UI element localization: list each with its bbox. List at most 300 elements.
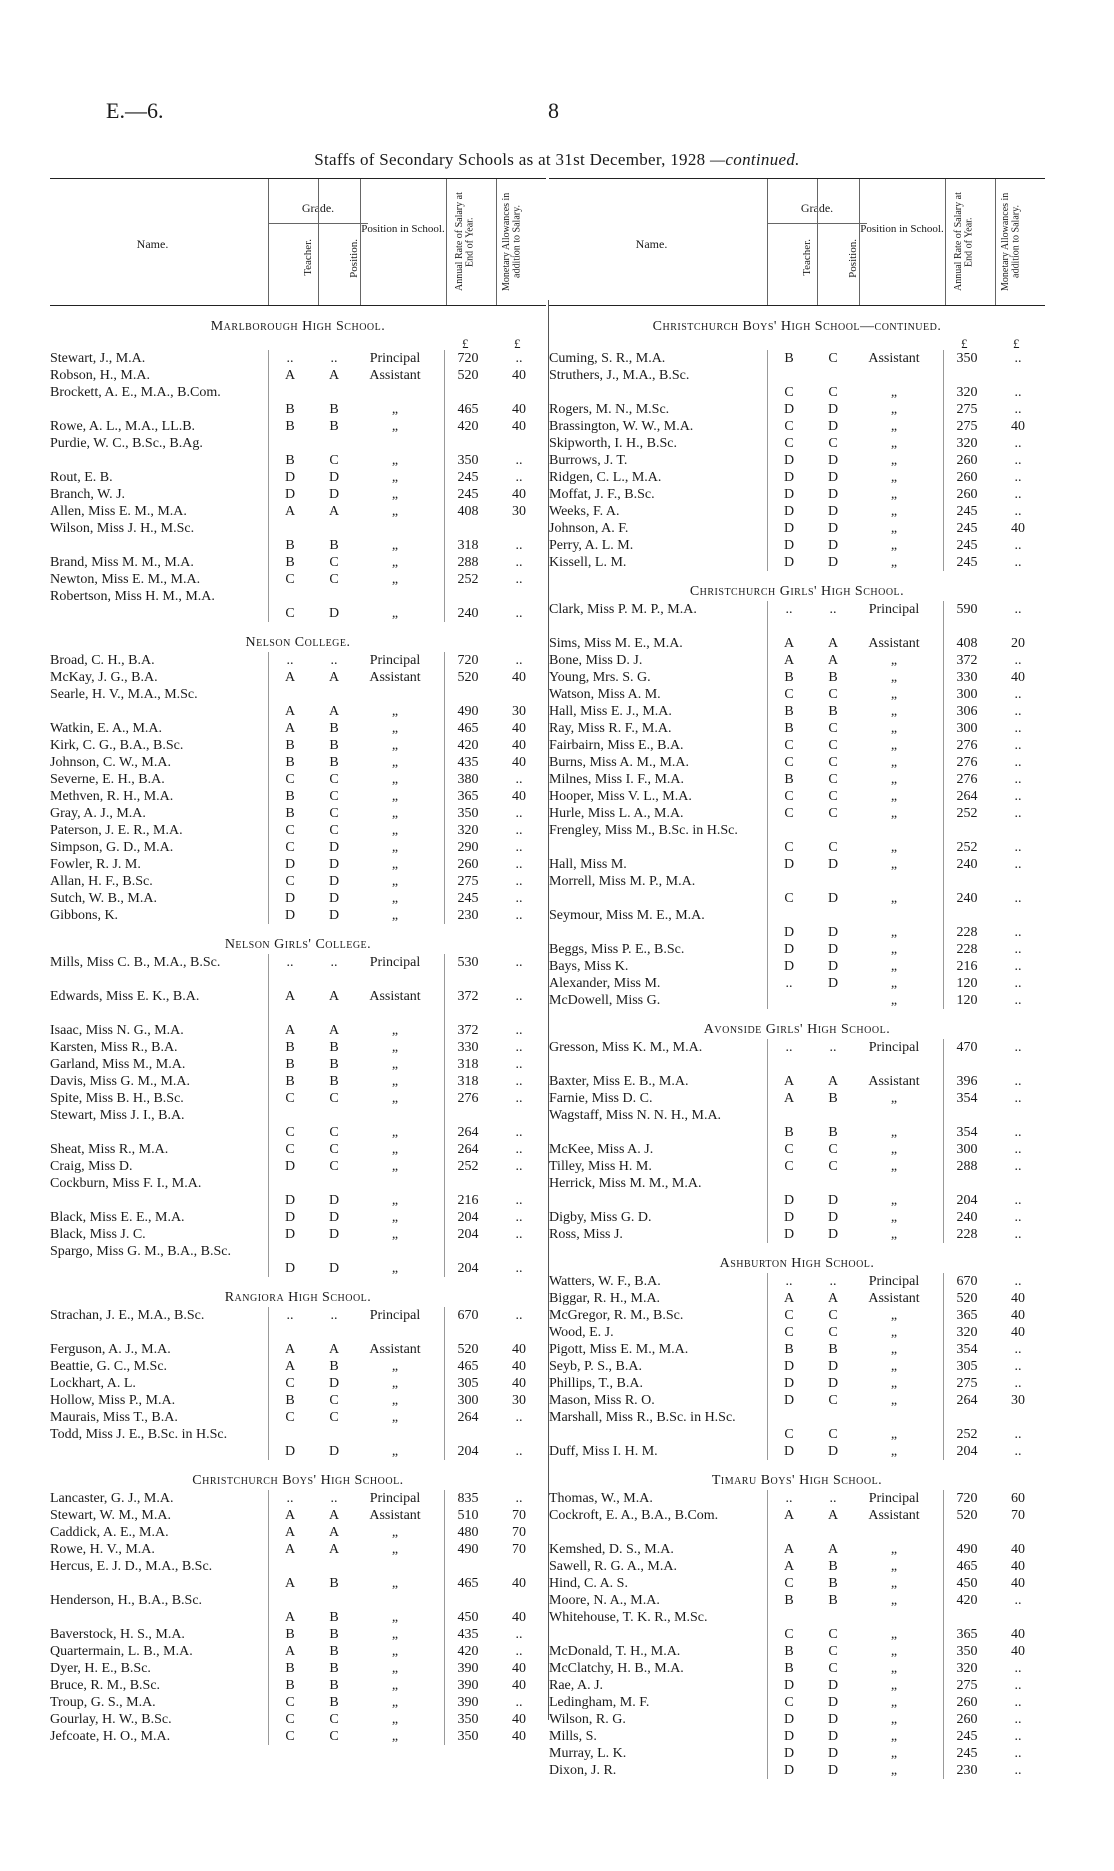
school-position: Principal <box>868 602 920 617</box>
position-grade: D <box>328 1376 340 1391</box>
staff-list <box>549 1039 1045 1243</box>
teacher-grade: D <box>284 857 296 872</box>
staff-row <box>549 350 1045 367</box>
school-position: „ <box>890 806 898 821</box>
school-position: „ <box>890 1593 898 1608</box>
staff-row <box>50 1341 546 1358</box>
salary: 520 <box>956 1291 978 1306</box>
school-position: „ <box>890 1091 898 1106</box>
staff-name: Clark, Miss P. M. P., M.A. <box>549 602 697 617</box>
staff-row <box>50 1307 546 1341</box>
salary: 204 <box>457 1210 479 1225</box>
school-position: „ <box>890 1376 898 1391</box>
allowance: .. <box>515 606 523 621</box>
staff-name: Baxter, Miss E. B., M.A. <box>549 1074 689 1089</box>
school-position: „ <box>890 738 898 753</box>
staff-row <box>549 788 1045 805</box>
allowance: .. <box>1014 1074 1022 1089</box>
header-rule <box>360 179 361 305</box>
staff-name: Stewart, W. M., M.A. <box>50 1508 171 1523</box>
teacher-grade: C <box>285 1091 295 1106</box>
school-position: „ <box>890 857 898 872</box>
staff-row <box>549 1209 1045 1226</box>
salary: 320 <box>956 1661 978 1676</box>
allowance: .. <box>1014 1091 1022 1106</box>
salary: 354 <box>956 1342 978 1357</box>
school-position: „ <box>890 1695 898 1710</box>
school-position: „ <box>890 959 898 974</box>
school-position: Principal <box>369 1308 421 1323</box>
teacher-grade: A <box>284 704 296 719</box>
salary: 288 <box>956 1159 978 1174</box>
teacher-grade: C <box>285 1125 295 1140</box>
teacher-grade: D <box>783 1729 795 1744</box>
school-position: „ <box>890 772 898 787</box>
allowance: .. <box>1014 772 1022 787</box>
staff-row <box>50 1375 546 1392</box>
staff-row <box>50 1107 546 1141</box>
allowance: 40 <box>1011 1644 1025 1659</box>
salary: 720 <box>457 351 479 366</box>
position-grade: B <box>828 1576 838 1591</box>
allowance: 40 <box>512 1610 526 1625</box>
teacher-grade: B <box>285 1057 295 1072</box>
staff-list <box>549 1273 1045 1460</box>
salary: 465 <box>457 1576 479 1591</box>
teacher-grade: B <box>784 772 794 787</box>
allowance: 40 <box>1011 1291 1025 1306</box>
school-section <box>50 1289 546 1460</box>
staff-name: Ray, Miss R. F., M.A. <box>549 721 672 736</box>
position-grade: B <box>828 1559 838 1574</box>
header-allowances: Monetary Allowances in addition to Salary. <box>501 192 523 292</box>
position-grade: A <box>328 1525 340 1540</box>
position-grade: C <box>828 351 838 366</box>
salary: 465 <box>956 1559 978 1574</box>
staff-row <box>50 737 546 754</box>
salary: 228 <box>956 942 978 957</box>
position-grade: C <box>828 840 838 855</box>
staff-name: Seyb, P. S., B.A. <box>549 1359 642 1374</box>
school-position: „ <box>890 687 898 702</box>
allowance: 40 <box>1011 1308 1025 1323</box>
staff-row <box>549 1158 1045 1175</box>
teacher-grade: B <box>784 351 794 366</box>
school-position: „ <box>391 453 399 468</box>
staff-name: Burns, Miss A. M., M.A. <box>549 755 690 770</box>
staff-row <box>50 954 546 988</box>
allowance: 40 <box>1011 1559 1025 1574</box>
allowance: 40 <box>512 402 526 417</box>
staff-name: Young, Mrs. S. G. <box>549 670 651 685</box>
salary: 276 <box>457 1091 479 1106</box>
position-grade: C <box>329 823 339 838</box>
allowance: 40 <box>512 789 526 804</box>
pound-signs <box>549 336 1045 350</box>
teacher-grade: A <box>284 1610 296 1625</box>
allowance: .. <box>1014 1159 1022 1174</box>
teacher-grade: B <box>784 704 794 719</box>
school-position: „ <box>391 1444 399 1459</box>
school-position: „ <box>890 487 898 502</box>
school-section <box>50 936 546 1277</box>
position-grade: B <box>329 1678 339 1693</box>
teacher-grade: D <box>783 538 795 553</box>
school-position: Assistant <box>369 670 421 685</box>
staff-row <box>50 1677 546 1694</box>
staff-row <box>549 1541 1045 1558</box>
position-grade: C <box>329 1142 339 1157</box>
staff-row <box>549 1507 1045 1541</box>
teacher-grade: D <box>284 1227 296 1242</box>
salary: 320 <box>956 1325 978 1340</box>
allowance: .. <box>515 1193 523 1208</box>
staff-name: Frengley, Miss M., B.Sc. in H.Sc. <box>549 823 738 838</box>
teacher-grade: .. <box>785 976 793 991</box>
allowance: .. <box>1014 1274 1022 1289</box>
staff-list <box>549 1490 1045 1779</box>
staff-name: Ferguson, A. J., M.A. <box>50 1342 171 1357</box>
teacher-grade: A <box>783 636 795 651</box>
position-grade: D <box>827 555 839 570</box>
allowance: .. <box>515 1091 523 1106</box>
allowance: .. <box>1014 351 1022 366</box>
school-position: „ <box>890 1308 898 1323</box>
salary: 365 <box>956 1627 978 1642</box>
position-grade: C <box>329 789 339 804</box>
salary: 204 <box>457 1227 479 1242</box>
school-position: „ <box>391 1644 399 1659</box>
staff-row <box>50 1141 546 1158</box>
salary: 372 <box>457 989 479 1004</box>
position-grade: D <box>328 606 340 621</box>
staff-row <box>50 1490 546 1507</box>
staff-name: Mills, S. <box>549 1729 597 1744</box>
position-grade: C <box>828 1427 838 1442</box>
staff-name: Brockett, A. E., M.A., B.Com. <box>50 385 221 400</box>
allowance: 40 <box>512 1376 526 1391</box>
school-position: „ <box>391 1210 399 1225</box>
allowance: .. <box>1014 755 1022 770</box>
allowance: .. <box>1014 704 1022 719</box>
school-position: „ <box>391 891 399 906</box>
staff-name: Ross, Miss J. <box>549 1227 623 1242</box>
staff-name: Watson, Miss A. M. <box>549 687 661 702</box>
allowance: 70 <box>512 1525 526 1540</box>
school-position: „ <box>890 470 898 485</box>
school-position: „ <box>391 823 399 838</box>
teacher-grade: C <box>784 385 794 400</box>
position-grade: D <box>328 1261 340 1276</box>
right-column <box>549 178 1045 1779</box>
staff-row <box>549 1443 1045 1460</box>
school-position: „ <box>391 1610 399 1625</box>
allowance: .. <box>1014 1040 1022 1055</box>
school-position: „ <box>890 1712 898 1727</box>
allowance: 40 <box>512 755 526 770</box>
allowance: .. <box>1014 1125 1022 1140</box>
salary: 216 <box>956 959 978 974</box>
position-grade: B <box>329 1627 339 1642</box>
staff-name: Branch, W. J. <box>50 487 126 502</box>
salary: 240 <box>956 1210 978 1225</box>
salary: 372 <box>457 1023 479 1038</box>
school-position: „ <box>890 891 898 906</box>
salary: 276 <box>956 738 978 753</box>
staff-name: Karsten, Miss R., B.A. <box>50 1040 178 1055</box>
salary: 450 <box>457 1610 479 1625</box>
staff-row <box>50 907 546 924</box>
staff-name: Lancaster, G. J., M.A. <box>50 1491 174 1506</box>
teacher-grade: .. <box>286 1308 294 1323</box>
teacher-grade: B <box>784 1593 794 1608</box>
position-grade: .. <box>330 955 338 970</box>
school-name: Nelson Girls' College. <box>224 937 372 952</box>
staff-name: Hercus, E. J. D., M.A., B.Sc. <box>50 1559 213 1574</box>
staff-name: Hind, C. A. S. <box>549 1576 628 1591</box>
position-grade: .. <box>330 1491 338 1506</box>
position-grade: D <box>827 891 839 906</box>
school-position: Assistant <box>369 1508 421 1523</box>
staff-name: McKay, J. G., B.A. <box>50 670 158 685</box>
salary: 390 <box>457 1678 479 1693</box>
position-grade: C <box>828 789 838 804</box>
school-position: „ <box>391 1678 399 1693</box>
teacher-grade: .. <box>286 955 294 970</box>
allowance: .. <box>1014 1427 1022 1442</box>
teacher-grade: A <box>783 1559 795 1574</box>
allowance: .. <box>1014 959 1022 974</box>
allowance: .. <box>1014 436 1022 451</box>
position-grade: D <box>827 942 839 957</box>
salary: 252 <box>956 840 978 855</box>
salary: 204 <box>457 1261 479 1276</box>
allowance: .. <box>515 1074 523 1089</box>
staff-name: Black, Miss E. E., M.A. <box>50 1210 185 1225</box>
position-grade: C <box>329 772 339 787</box>
staff-row <box>549 1558 1045 1575</box>
staff-name: Mason, Miss R. O. <box>549 1393 655 1408</box>
salary: 318 <box>457 538 479 553</box>
teacher-grade: D <box>783 1678 795 1693</box>
school-position: „ <box>890 721 898 736</box>
staff-name: Henderson, H., B.A., B.Sc. <box>50 1593 203 1608</box>
position-grade: C <box>828 721 838 736</box>
staff-name: Cockburn, Miss F. I., M.A. <box>50 1176 202 1191</box>
allowance: .. <box>1014 925 1022 940</box>
teacher-grade: C <box>784 419 794 434</box>
staff-name: Ledingham, M. F. <box>549 1695 650 1710</box>
pound-salary: £ <box>961 336 968 351</box>
salary: 408 <box>956 636 978 651</box>
school-position: „ <box>890 504 898 519</box>
staff-row <box>549 1358 1045 1375</box>
column-headers <box>50 178 546 306</box>
position-grade: B <box>329 419 339 434</box>
allowance: .. <box>1014 470 1022 485</box>
salary: 275 <box>457 874 479 889</box>
allowance: 40 <box>512 487 526 502</box>
teacher-grade: D <box>783 504 795 519</box>
staff-name: Sheat, Miss R., M.A. <box>50 1142 169 1157</box>
position-grade: B <box>329 1610 339 1625</box>
school-position: „ <box>391 402 399 417</box>
staff-row <box>50 1158 546 1175</box>
teacher-grade: C <box>784 1159 794 1174</box>
school-position: „ <box>890 538 898 553</box>
staff-name: McClatchy, H. B., M.A. <box>549 1661 684 1676</box>
salary: 260 <box>956 487 978 502</box>
staff-name: Murray, L. K. <box>549 1746 627 1761</box>
position-grade: C <box>329 1393 339 1408</box>
school-section <box>50 1472 546 1745</box>
teacher-grade: B <box>784 1342 794 1357</box>
staff-row <box>549 601 1045 635</box>
header-position-in-school: Position in School. <box>860 223 944 235</box>
salary: 245 <box>956 504 978 519</box>
teacher-grade: D <box>284 1193 296 1208</box>
staff-name: Maurais, Miss T., B.A. <box>50 1410 178 1425</box>
teacher-grade: D <box>783 1193 795 1208</box>
salary: 365 <box>457 789 479 804</box>
position-grade: D <box>328 908 340 923</box>
allowance: .. <box>1014 1142 1022 1157</box>
allowance: .. <box>515 891 523 906</box>
staff-row <box>549 1039 1045 1073</box>
teacher-grade: D <box>783 453 795 468</box>
header-grade: Grade. <box>301 201 335 215</box>
allowance: .. <box>1014 738 1022 753</box>
staff-row <box>50 1073 546 1090</box>
position-grade: A <box>827 636 839 651</box>
staff-row <box>50 1660 546 1677</box>
school-position: „ <box>890 419 898 434</box>
salary: 480 <box>457 1525 479 1540</box>
school-position: „ <box>890 1746 898 1761</box>
school-position: „ <box>890 1427 898 1442</box>
school-position: „ <box>391 1695 399 1710</box>
allowance: .. <box>1014 993 1022 1008</box>
teacher-grade: C <box>784 687 794 702</box>
allowance: 40 <box>512 1729 526 1744</box>
teacher-grade: B <box>285 1678 295 1693</box>
left-column <box>50 178 546 1745</box>
allowance: .. <box>1014 402 1022 417</box>
staff-row <box>50 805 546 822</box>
teacher-grade: C <box>784 789 794 804</box>
school-position: „ <box>890 942 898 957</box>
staff-name: Rout, E. B. <box>50 470 113 485</box>
staff-name: Herrick, Miss M. M., M.A. <box>549 1176 702 1191</box>
position-grade: C <box>828 1325 838 1340</box>
allowance: .. <box>1014 1661 1022 1676</box>
allowance: .. <box>1014 840 1022 855</box>
teacher-grade: A <box>284 1576 296 1591</box>
staff-row <box>549 1090 1045 1107</box>
staff-row <box>50 652 546 669</box>
position-grade: D <box>827 402 839 417</box>
staff-name: Digby, Miss G. D. <box>549 1210 652 1225</box>
staff-name: Johnson, A. F. <box>549 521 629 536</box>
header-name: Name. <box>635 237 668 251</box>
position-grade: B <box>329 721 339 736</box>
staff-row <box>549 520 1045 537</box>
header-salary: Annual Rate of Salary at End of Year. <box>953 192 975 292</box>
position-grade: C <box>828 1308 838 1323</box>
position-grade: .. <box>330 351 338 366</box>
teacher-grade: A <box>284 1542 296 1557</box>
staff-row <box>50 1056 546 1073</box>
teacher-grade: C <box>285 1410 295 1425</box>
staff-row <box>549 1745 1045 1762</box>
staff-row <box>549 1375 1045 1392</box>
position-grade: C <box>329 806 339 821</box>
staff-row <box>549 1609 1045 1643</box>
school-position: „ <box>391 806 399 821</box>
staff-name: Caddick, A. E., M.A. <box>50 1525 169 1540</box>
staff-name: Bays, Miss K. <box>549 959 629 974</box>
position-grade: A <box>328 670 340 685</box>
teacher-grade: A <box>783 1291 795 1306</box>
allowance: .. <box>515 1627 523 1642</box>
teacher-grade: C <box>784 755 794 770</box>
allowance: .. <box>1014 1444 1022 1459</box>
position-grade: A <box>328 704 340 719</box>
salary: 350 <box>457 1712 479 1727</box>
school-position: „ <box>890 1342 898 1357</box>
position-grade: B <box>828 1342 838 1357</box>
position-grade: D <box>827 1210 839 1225</box>
salary: 330 <box>457 1040 479 1055</box>
teacher-grade: C <box>285 874 295 889</box>
position-grade: D <box>827 487 839 502</box>
allowance: .. <box>1014 976 1022 991</box>
staff-row <box>549 435 1045 452</box>
staff-name: Davis, Miss G. M., M.A. <box>50 1074 191 1089</box>
teacher-grade: D <box>783 1746 795 1761</box>
position-grade: C <box>828 806 838 821</box>
allowance: .. <box>515 772 523 787</box>
school-position: „ <box>391 738 399 753</box>
staff-name: Kirk, C. G., B.A., B.Sc. <box>50 738 184 753</box>
staff-row <box>549 1660 1045 1677</box>
school-position: „ <box>391 606 399 621</box>
header-rule <box>945 179 946 305</box>
salary: 318 <box>457 1057 479 1072</box>
staff-row <box>549 669 1045 686</box>
school-position: „ <box>391 840 399 855</box>
position-grade: C <box>329 1729 339 1744</box>
allowance: .. <box>1014 1695 1022 1710</box>
teacher-grade: A <box>783 653 795 668</box>
staff-row <box>549 1711 1045 1728</box>
position-grade: D <box>827 925 839 940</box>
staff-name: Mills, Miss C. B., M.A., B.Sc. <box>50 955 221 970</box>
salary: 372 <box>956 653 978 668</box>
salary: 264 <box>457 1125 479 1140</box>
salary: 264 <box>956 1393 978 1408</box>
staff-row <box>50 1226 546 1243</box>
allowance: .. <box>515 874 523 889</box>
staff-row <box>549 1392 1045 1409</box>
allowance: .. <box>515 989 523 1004</box>
staff-name: Stewart, J., M.A. <box>50 351 146 366</box>
position-grade: B <box>329 1359 339 1374</box>
staff-row <box>549 486 1045 503</box>
school-position: Principal <box>369 955 421 970</box>
salary: 245 <box>956 555 978 570</box>
staff-name: McGregor, R. M., B.Sc. <box>549 1308 684 1323</box>
